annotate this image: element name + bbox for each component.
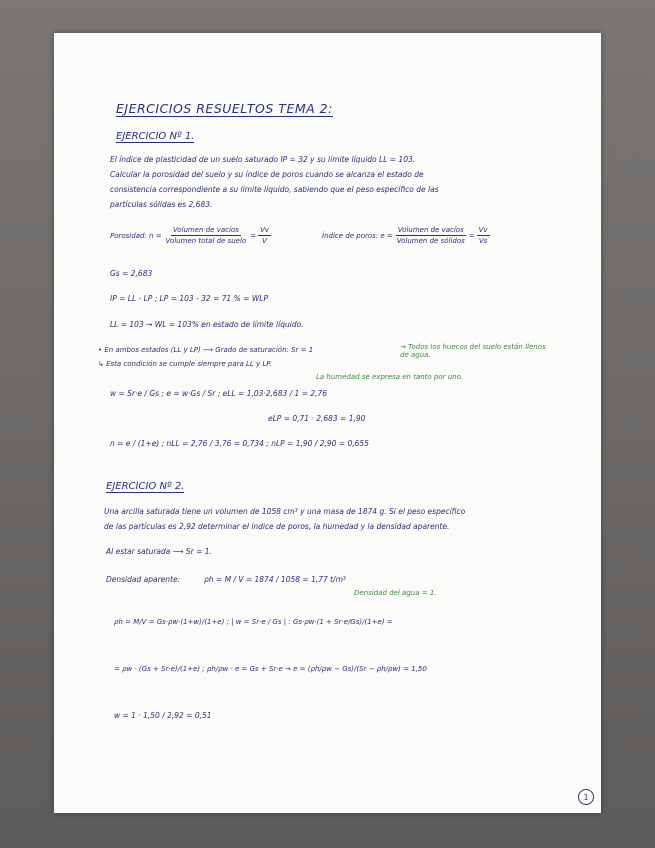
ex1-statement-line-4: partículas sólidas es 2,683. <box>110 200 213 209</box>
porosidad-vv-den: V <box>262 237 267 245</box>
saturated-condition: Al estar saturada ⟶ Sr = 1. <box>106 547 212 556</box>
ex1-statement-line-3: consistencia correspondiente a su límite líquido, sabiendo que el peso específico de las <box>110 185 439 194</box>
indice-poros-formula <box>322 225 492 246</box>
elp-equation: eLP = 0,71 · 2,683 = 1,90 <box>268 414 366 423</box>
ex1-statement-line-1: El índice de plasticidad de un suelo saturado IP = 32 y su límite líquido LL = 103. <box>110 155 416 164</box>
exercise-1-heading: EJERCICIO Nº 1. <box>116 131 195 142</box>
porosidad-equals: = <box>250 231 257 240</box>
rho-solution: = ρw · (Gs + Sr·e)/(1+e) ; ρh/ρw · e = Gs + Sr·e → e = (ρh/ρw − Gs)/(Sr − ρh/ρw) = 1,50 <box>114 665 427 673</box>
condition-saturation: • En ambos estados (LL y LP) ⟶ Grado de saturación: Sr = 1 <box>98 346 314 354</box>
rho-derivation: ρh = M/V = Gs·ρw·(1+w)/(1+e) ; | w = Sr·e / Gs | : Gs·ρw·(1 + Sr·e/Gs)/(1+e) = <box>114 618 393 626</box>
indice-vv-fraction <box>477 225 490 246</box>
ip-equation: IP = LL - LP ; LP = 103 - 32 = 71 % = WLP <box>110 294 268 303</box>
document-title: EJERCICIOS RESUELTOS TEMA 2: <box>116 101 333 116</box>
porosidad-vv-num: Vv <box>260 226 270 234</box>
condition-saturation-note: → Todos los huecos del suelo están llenos de agua. <box>400 343 546 359</box>
densidad-aparente-label: Densidad aparente: <box>106 575 181 584</box>
indice-denominator: Volumen de sólidos <box>396 237 465 245</box>
porosidad-vv-fraction <box>258 225 271 246</box>
ex2-statement-line-2: de las partículas es 2,92 determinar el índice de poros, la humedad y la densidad aparente. <box>104 522 450 531</box>
ex2-statement-line-1: Una arcilla saturada tiene un volumen de 1058 cm³ y una masa de 1874 g. Si el peso específico <box>104 507 466 516</box>
page-number: 1 <box>578 789 594 805</box>
indice-label: Índice de poros: e = <box>322 231 393 240</box>
humedad-result: w = 1 · 1,50 / 2,92 = 0,51 <box>114 711 212 720</box>
porosidad-label: Porosidad: n = <box>110 231 162 240</box>
densidad-agua-note: Densidad del agua = 1. <box>354 589 437 597</box>
ex1-statement-line-2: Calcular la porosidad del suelo y su índice de poros cuando se alcanza el estado de <box>110 170 424 179</box>
humedad-note: La humedad se expresa en tanto por uno. <box>316 373 464 381</box>
exercise-2-heading: EJERCICIO Nº 2. <box>106 481 185 492</box>
indice-fraction <box>395 225 467 246</box>
ll-equation: LL = 103 → WL = 103% en estado de límite líquido. <box>110 320 304 329</box>
densidad-aparente-formula: ρh = M / V = 1874 / 1058 = 1,77 t/m³ <box>204 575 346 584</box>
indice-vv-den: Vs <box>478 237 488 245</box>
condition-always: ↳ Esta condición se cumple siempre para LL y LP. <box>98 360 272 368</box>
indice-vv-num: Vv <box>478 226 488 234</box>
indice-equals: = <box>468 231 475 240</box>
w-e-formulas: w = Sr·e / Gs ; e = w·Gs / Sr ; eLL = 1,03·2,683 / 1 = 2,76 <box>110 389 328 398</box>
paper-sheet <box>54 33 601 813</box>
gs-value: Gs = 2,683 <box>110 269 153 278</box>
indice-numerator: Volumen de vacíos <box>397 226 464 234</box>
porosidad-numerator: Volumen de vacíos <box>172 226 239 234</box>
porosidad-formula <box>110 225 273 246</box>
porosidad-denominator: Volumen total de suelo <box>165 237 247 245</box>
porosity-results: n = e / (1+e) ; nLL = 2,76 / 3,76 = 0,734 ; nLP = 1,90 / 2,90 = 0,655 <box>110 439 369 448</box>
porosidad-fraction <box>164 225 249 246</box>
